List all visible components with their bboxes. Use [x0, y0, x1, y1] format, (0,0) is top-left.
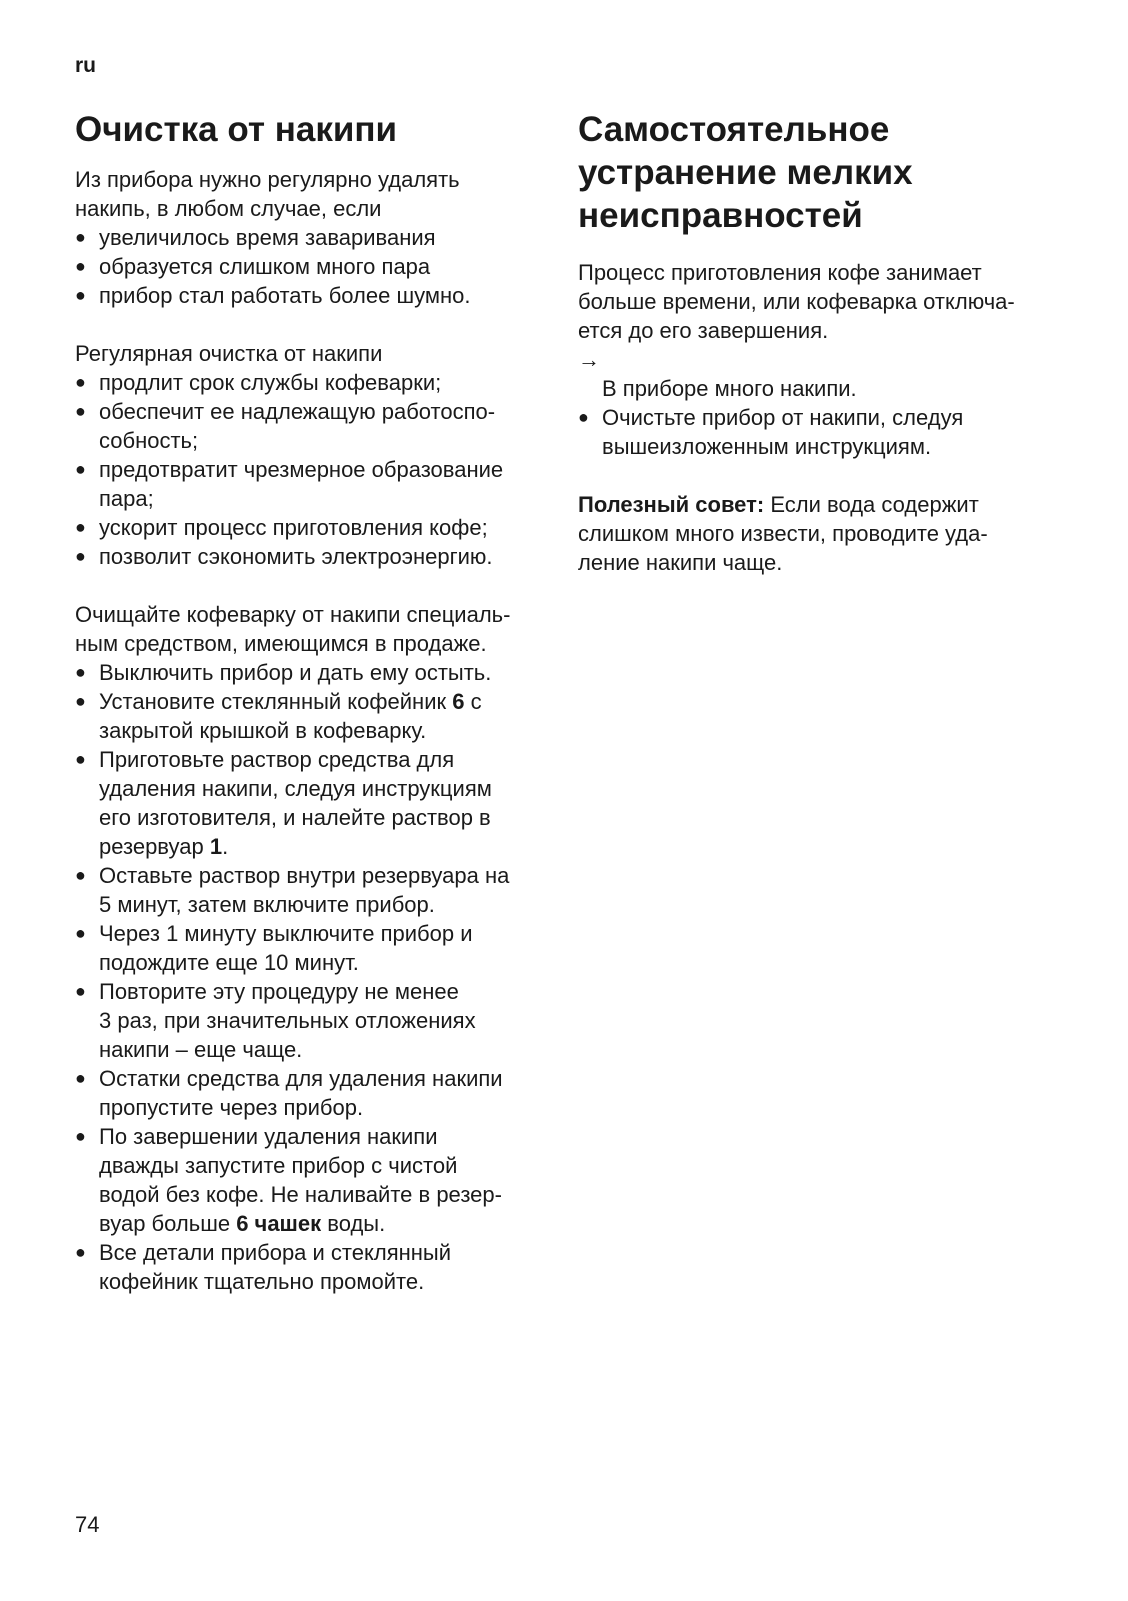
step-text: Установите стеклянный кофейник: [99, 689, 453, 714]
step-item: ● Через 1 минуту выключите прибор и подождите еще 10 минут.: [75, 919, 555, 977]
carafe-ref: 6: [452, 689, 465, 714]
problem-description: Процесс приготовления кофе занимает больше времени, или кофеварка отключа- ется до его завершения.: [578, 260, 1015, 343]
page-number: 74: [75, 1512, 100, 1537]
step-item: ● Все детали прибора и стеклянный кофейник тщательно промойте.: [75, 1238, 555, 1296]
steps-intro: Очищайте кофеварку от накипи специаль- ным средством, имеющимся в продаже.: [75, 602, 511, 656]
descaling-intro: Из прибора нужно регулярно удалять накипь, в любом случае, если: [75, 167, 460, 221]
list-item: ● предотвратит чрезмерное образование пара;: [75, 455, 555, 513]
tip-text: Если вода содержит слишком много извести, проводите уда- ление накипи чаще.: [578, 492, 988, 575]
step-text: воды.: [321, 1211, 386, 1236]
useful-tip: [578, 490, 1058, 577]
step-text: .: [222, 834, 229, 859]
step-text: с закрытой крышкой в кофеварку.: [99, 689, 482, 743]
descaling-steps-list: [75, 658, 555, 1296]
benefits-list: [75, 368, 555, 571]
troubleshooting-section: [578, 108, 1058, 577]
troubleshooting-title: Самостоятельное устранение мелких неисправностей: [578, 110, 913, 235]
language-code: ru: [75, 54, 96, 77]
step-text: Приготовьте раствор средства для удаления накипи, следуя инструкциям его изготовителя, и налейте раствор в резервуар: [99, 747, 492, 859]
step-item: ● Выключить прибор и дать ему остыть.: [75, 658, 555, 687]
list-item: ● ускорит процесс приготовления кофе;: [75, 513, 555, 542]
step-item: [75, 1122, 555, 1238]
list-item: ● позволит сэкономить электроэнергию.: [75, 542, 555, 571]
step-item: [75, 745, 555, 861]
descaling-title: Очистка от накипи: [75, 110, 398, 149]
list-item: ● увеличилось время заваривания: [75, 223, 555, 252]
benefits-intro: Регулярная очистка от накипи: [75, 341, 383, 366]
descaling-conditions-list: [75, 223, 555, 310]
list-item: ● обеспечит ее надлежащую работоспо- собность;: [75, 397, 555, 455]
list-item: ● образуется слишком много пара: [75, 252, 555, 281]
solution-item: ● Очистьте прибор от накипи, следуя вышеизложенным инструкциям.: [578, 403, 1058, 461]
step-item: ● Остатки средства для удаления накипи пропустите через прибор.: [75, 1064, 555, 1122]
step-item: ● Оставьте раствор внутри резервуара на 5 минут, затем включите прибор.: [75, 861, 555, 919]
tip-label: Полезный совет:: [578, 492, 765, 517]
list-item: ● прибор стал работать более шумно.: [75, 281, 555, 310]
descaling-section: [75, 108, 555, 1296]
step-item: ● Повторите эту процедуру не менее 3 раз, при значительных отложениях накипи – еще чаще.: [75, 977, 555, 1064]
step-text: По завершении удаления накипи дважды запустите прибор с чистой водой без кофе. Не наливайте в резер- вуар больше: [99, 1124, 502, 1236]
reservoir-ref: 1: [209, 834, 223, 859]
arrow-right-icon: →: [578, 347, 600, 372]
step-item: [75, 687, 555, 745]
cups-emphasis: 6 чашек: [236, 1211, 322, 1236]
cause-item: [578, 345, 1058, 403]
solution-list: [578, 403, 1058, 461]
list-item: ● продлит срок службы кофеварки;: [75, 368, 555, 397]
cause-text: В приборе много накипи.: [602, 376, 857, 401]
